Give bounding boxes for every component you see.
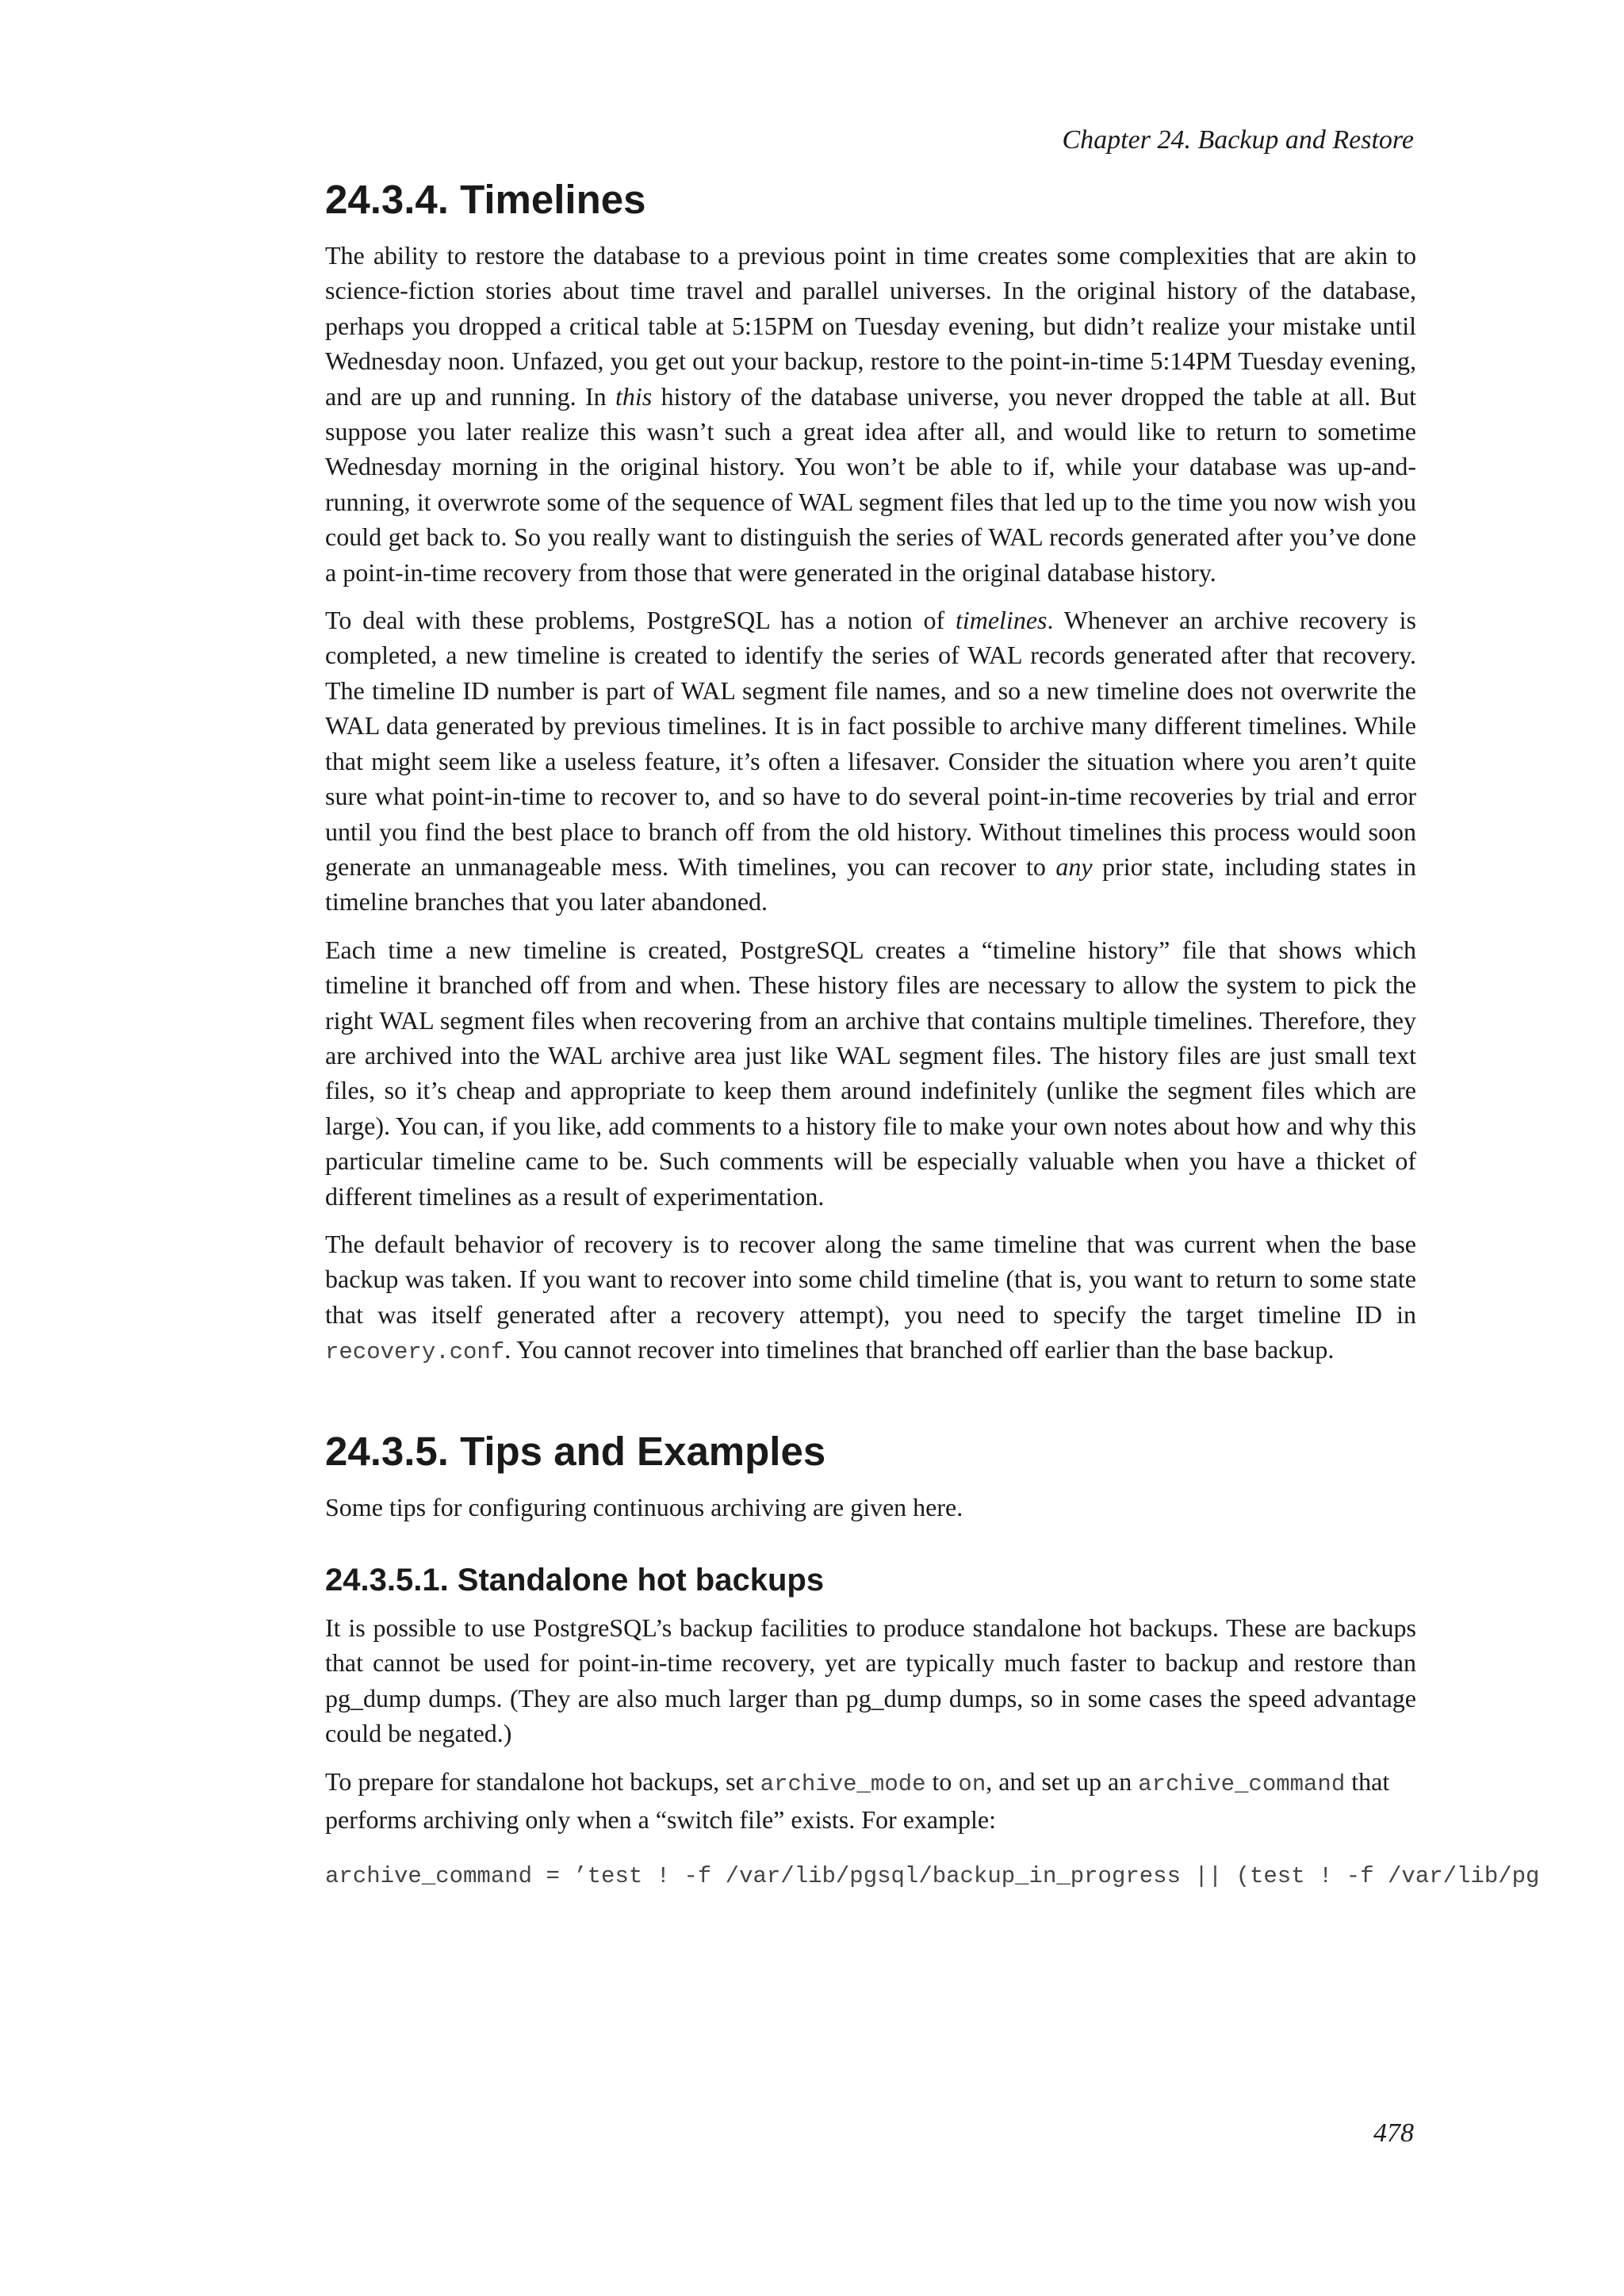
text-run: to <box>925 1766 959 1796</box>
text-run: To deal with these problems, PostgreSQL has a notion of <box>325 606 956 635</box>
inline-code-archive-mode: archive_mode <box>760 1770 926 1797</box>
emphasis-this: this <box>615 381 653 411</box>
emphasis-any: any <box>1055 851 1093 881</box>
subsection-heading-standalone: 24.3.5.1. Standalone hot backups <box>325 1563 825 1598</box>
section-heading-tips: 24.3.5. Tips and Examples <box>325 1428 826 1474</box>
code-block-archive-command: archive_command = ’test ! -f /var/lib/pgsql/backup_in_progress || (test ! -f /var/lib/pg <box>325 1863 1540 1890</box>
timelines-paragraph-4 <box>325 1226 1416 1371</box>
tips-intro-paragraph: Some tips for configuring continuous archiving are given here. <box>325 1492 963 1521</box>
timelines-paragraph-1 <box>325 238 1416 590</box>
inline-code-archive-command: archive_command <box>1138 1770 1346 1797</box>
running-header: Chapter 24. Backup and Restore <box>1062 125 1414 155</box>
inline-code-on: on <box>958 1770 986 1797</box>
page-content <box>325 176 1540 1892</box>
timelines-paragraph-2 <box>325 603 1416 920</box>
inline-code-recovery-conf: recovery.conf <box>325 1339 505 1366</box>
standalone-paragraph-2 <box>325 1764 1416 1838</box>
timelines-paragraph-3: Each time a new timeline is created, PostgreSQL creates a “timeline history” file that shows which timeline it branched off from and when. These history files are necessary to allow the system to pick the right WAL segment files when recovering from an archive that contains multiple timelines. Therefore, they are archived into the WAL archive area just like WAL segment files. The history files are just small text files, so it’s cheap and appropriate to keep them around indefinitely (unlike the segment files which are large). You can, if you like, add comments to a history file to make your own notes about how and why this particular timeline came to be. Such comments will be especially valuable when you have a thicket of different timelines as a result of experimentation. <box>325 935 1416 1211</box>
page-number: 478 <box>1373 2118 1414 2148</box>
text-run: prior state, including states in timeline branches that you later abandoned. <box>325 851 1417 916</box>
text-run: . You cannot recover into timelines that branched off earlier than the base backup. <box>504 1335 1335 1364</box>
text-run: , and set up an <box>986 1766 1139 1796</box>
section-heading-timelines: 24.3.4. Timelines <box>325 177 646 222</box>
text-run: history of the database universe, you never dropped the table at all. But suppose you later realize this wasn’t such a great idea after all, and would like to return to sometime Wednesday morning in the original history. You won’t be able to if, while your database was up-and-running, it overwrote some of the sequence of WAL segment files that led up to the time you now wish you could get back to. So you really want to distinguish the series of WAL records generated after you’ve done a point-in-time recovery from those that were generated in the original database history. <box>325 381 1417 587</box>
text-run: The ability to restore the database to a previous point in time creates some complexities that are akin to science-fiction stories about time travel and parallel universes. In the original history of the database, perhaps you dropped a critical table at 5:15PM on Tuesday evening, but didn’t realize your mistake until Wednesday noon. Unfazed, you get out your backup, restore to the point-in-time 5:14PM Tuesday evening, and are up and running. In <box>325 241 1416 411</box>
text-run: . Whenever an archive recovery is completed, a new timeline is created to identify the series of WAL records generated after that recovery. The timeline ID number is part of WAL segment file names, and so a new timeline does not overwrite the WAL data generated by previous timelines. It is in fact possible to archive many different timelines. While that might seem like a useless feature, it’s often a lifesaver. Consider the situation where you aren’t quite sure what point-in-time to recover to, and so have to do several point-in-time recoveries by trial and error until you find the best place to branch off from the old history. Without timelines this process would soon generate an unmanageable mess. With timelines, you can recover to <box>325 606 1417 881</box>
text-run: that performs archiving only when a “switch file” exists. For example: <box>325 1766 1390 1835</box>
emphasis-timelines: timelines <box>955 606 1048 635</box>
standalone-paragraph-1: It is possible to use PostgreSQL’s backup facilities to produce standalone hot backups. These are backups that cannot be used for point-in-time recovery, yet are typically much faster to backup and restore than pg_dump dumps. (They are also much larger than pg_dump dumps, so in some cases the speed advantage could be negated.) <box>325 1613 1416 1748</box>
text-run: To prepare for standalone hot backups, set <box>325 1766 760 1796</box>
text-run: The default behavior of recovery is to recover along the same timeline that was current when the base backup was taken. If you want to recover into some child timeline (that is, you want to return to some state that was itself generated after a recovery attempt), you need to specify the target timeline ID in <box>325 1229 1416 1329</box>
